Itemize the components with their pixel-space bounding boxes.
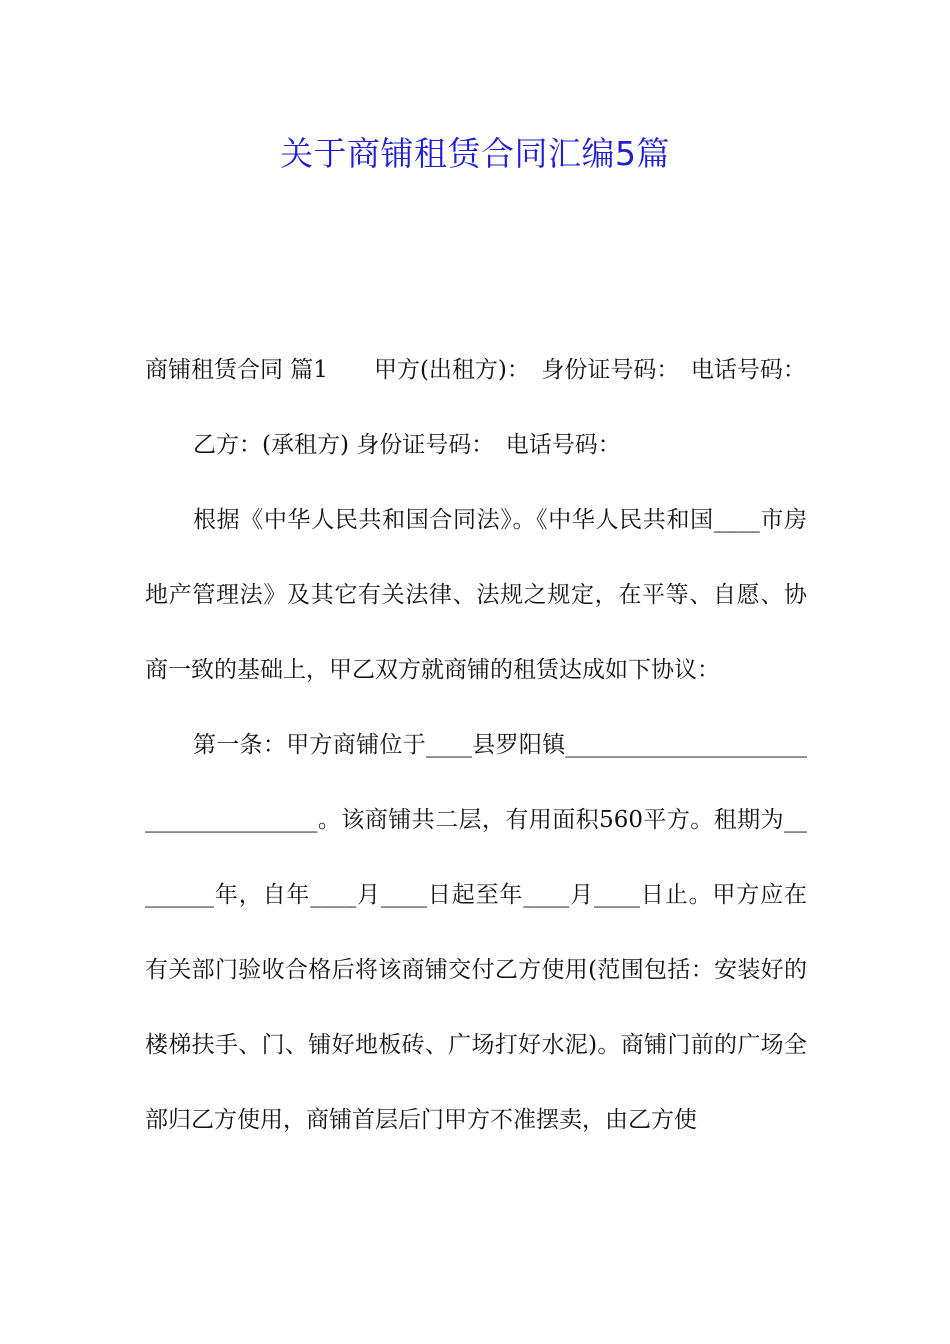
paragraph-legal-basis: 根据《中华人民共和国合同法》。《中华人民共和国____市房地产管理法》及其它有关法律、法规之规定，在平等、自愿、协商一致的基础上，甲乙双方就商铺的租赁达成如下协议： [145, 507, 807, 683]
document-title: 关于商铺租赁合同汇编5篇 [280, 134, 670, 173]
document-body [145, 333, 807, 1158]
paragraph-article-1: 第一条：甲方商铺位于____县罗阳镇____________________________________。该商铺共二层，有用面积560平方。租期为________年，自年____月____日起至年____月____日止。甲方应在有关部门验收合格后将该商铺交付乙方使用(范围包括：安装好的楼梯扶手、门、铺好地板砖、广场打好水泥)。商铺门前的广场全部归乙方使用，商铺首层后门甲方不准摆卖，由乙方使 [145, 732, 807, 1133]
paragraph-heading-party-a: 商铺租赁合同 篇1 甲方(出租方)： 身份证号码： 电话号码： [145, 357, 806, 383]
paragraph-party-b: 乙方：(承租方) 身份证号码： 电话号码： [193, 432, 621, 458]
